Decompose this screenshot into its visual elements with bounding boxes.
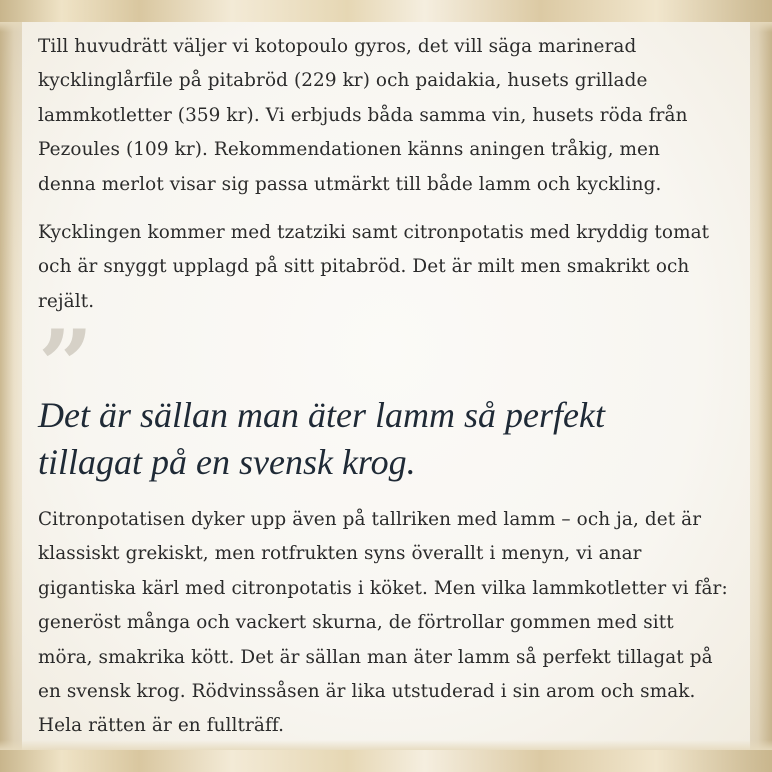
article-body-bottom <box>38 503 748 744</box>
article-paragraph-3: Citronpotatisen dyker upp även på tallriken med lamm – och ja, det är klassiskt grekiskt, men rotfrukten syns överallt i menyn, vi anar gigantiska kärl med citronpotatis i köket. Men vilka lammkotletter vi får: generöst många och vackert skurna, de förtrollar gommen med sitt möra, smakrika kött. Det är sällan man äter lamm så perfekt tillagat på en svensk krog. Rödvinssåsen är lika utstuderad i sin arom och smak. Hela rätten är en fullträff. <box>38 509 728 737</box>
article-paragraph-1: Till huvudrätt väljer vi kotopoulo gyros, det vill säga marinerad kycklinglårfile på pitabröd (229 kr) och paidakia, husets grillade lammkotletter (359 kr). Vi erbjuds båda samma vin, husets röda från Pezoules (109 kr). Rekommendationen känns aningen tråkig, men denna merlot visar sig passa utmärkt till både lamm och kyckling. <box>38 36 688 195</box>
article-body-top <box>38 30 738 319</box>
decorative-frame-bottom <box>0 750 772 772</box>
decorative-frame-top <box>0 0 772 22</box>
quote-mark-icon: ” <box>38 309 94 422</box>
article-paragraph-2: Kycklingen kommer med tzatziki samt citronpotatis med kryddig tomat och är snyggt upplagd på sitt pitabröd. Det är milt men smakrikt och rejält. <box>38 222 710 312</box>
pull-quote: Det är sällan man äter lamm så perfekt tillagat på en svensk krog. <box>38 395 605 482</box>
